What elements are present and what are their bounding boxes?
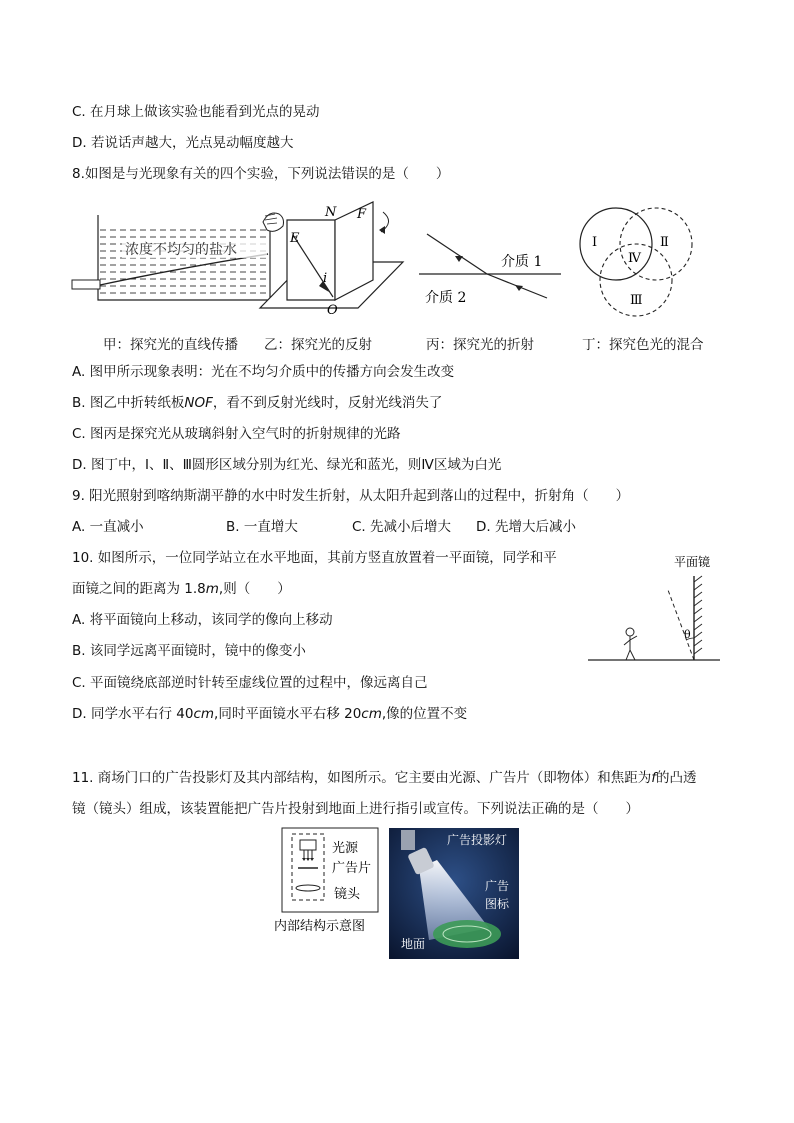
photo-label-ground: 地面 — [401, 937, 426, 951]
q10-option-d — [72, 704, 467, 724]
q11-stem-2: 镜（镜头）组成，该装置能把广告片投射到地面上进行指引或宣传。下列说法正确的是（ ） — [72, 801, 639, 817]
yi-label-o: O — [327, 303, 338, 318]
q8-option-c: C. 图丙是探究光从玻璃斜射入空气时的折射规律的光路 — [72, 426, 401, 442]
q9-option-c: C. 先减小后增大 — [352, 519, 452, 535]
q9-stem: 9. 阳光照射到喀纳斯湖平静的水中时发生折射，从太阳升起到落山的过程中，折射角（ ） — [72, 488, 630, 504]
q10d-text-3: ,像的位置不变 — [381, 706, 468, 722]
ding-region-3: Ⅲ — [630, 293, 643, 308]
q7-option-d: D. 若说话声越大，光点晃动幅度越大 — [72, 135, 294, 151]
q8-option-d: D. 图丁中，Ⅰ、Ⅱ、Ⅲ圆形区域分别为红光、绿光和蓝光，则Ⅳ区域为白光 — [72, 457, 502, 473]
mirror-angle-label: θ — [684, 628, 691, 641]
q11-stem-1 — [72, 768, 697, 788]
photo-label-lamp: 广告投影灯 — [447, 833, 508, 847]
q10d-text-2: ,同时平面镜水平右移 20 — [214, 706, 362, 722]
figure-q11-structure — [272, 826, 384, 938]
yi-label-e: E — [290, 231, 300, 246]
figure-jia — [70, 210, 285, 310]
bing-medium-1: 介质 1 — [501, 254, 543, 270]
photo-label-ad-1: 广告 — [485, 879, 510, 893]
q10-var: m — [205, 581, 219, 597]
structure-label-source: 光源 — [332, 841, 359, 856]
q10d-var-2: cm — [361, 706, 382, 722]
ding-region-2: Ⅱ — [660, 235, 669, 250]
ding-region-4: Ⅳ — [628, 251, 641, 266]
q7-option-c: C. 在月球上做该实验也能看到光点的晃动 — [72, 104, 320, 120]
bing-medium-2: 介质 2 — [425, 290, 467, 306]
q11-var: f — [651, 770, 657, 786]
yi-label-f: F — [357, 207, 367, 222]
q8-option-b — [72, 393, 442, 413]
figure-q11-photo — [389, 828, 519, 959]
yi-label-i: i — [323, 271, 328, 286]
structure-caption: 内部结构示意图 — [274, 919, 366, 934]
ding-region-1: Ⅰ — [592, 235, 598, 250]
yi-caption: 乙：探究光的反射 — [264, 337, 372, 353]
q10-text-2: ,则（ ） — [218, 581, 291, 597]
q10-stem-1: 10. 如图所示，一位同学站立在水平地面，其前方竖直放置着一平面镜，同学和平 — [72, 550, 557, 566]
q8b-text-1: B. 图乙中折转纸板 — [72, 395, 185, 411]
q9-option-b: B. 一直增大 — [226, 519, 298, 535]
q10-option-a: A. 将平面镜向上移动，该同学的像向上移动 — [72, 612, 333, 628]
yi-label-n: N — [325, 205, 337, 220]
q10-option-c: C. 平面镜绕底部逆时针转至虚线位置的过程中，像远离自己 — [72, 675, 428, 691]
figure-yi — [255, 200, 415, 318]
jia-caption: 甲：探究光的直线传播 — [103, 337, 238, 353]
q10-option-b: B. 该同学远离平面镜时，镜中的像变小 — [72, 643, 306, 659]
q11-text-1: 11. 商场门口的广告投影灯及其内部结构，如图所示。它主要由光源、广告片（即物体）和焦距为 — [72, 770, 652, 786]
q9-option-d: D. 先增大后减小 — [476, 519, 576, 535]
q11-text-2: 的凸透 — [656, 770, 697, 786]
structure-label-film: 广告片 — [332, 861, 372, 876]
photo-label-ad-2: 图标 — [485, 897, 510, 911]
q8b-text-2: ，看不到反射光线时，反射光线消失了 — [212, 395, 443, 411]
bing-caption: 丙：探究光的折射 — [426, 337, 534, 353]
structure-label-lens: 镜头 — [334, 887, 361, 902]
q10-text-1: 面镜之间的距离为 1.8 — [72, 581, 206, 597]
ding-caption: 丁：探究色光的混合 — [582, 337, 704, 353]
figure-bing — [415, 222, 565, 312]
q10-stem-2 — [72, 579, 291, 599]
q9-option-a: A. 一直减小 — [72, 519, 144, 535]
mirror-label: 平面镜 — [674, 555, 711, 569]
q8-option-a: A. 图甲所示现象表明：光在不均匀介质中的传播方向会发生改变 — [72, 364, 455, 380]
jia-solution-label: 浓度不均匀的盐水 — [125, 242, 237, 258]
figure-ding — [572, 202, 702, 324]
q10d-var-1: cm — [193, 706, 215, 722]
q8-stem: 8.如图是与光现象有关的四个实验，下列说法错误的是（ ） — [72, 166, 450, 182]
q8b-var: NOF — [184, 395, 213, 411]
q10d-text-1: D. 同学水平右行 40 — [72, 706, 194, 722]
figure-q10-mirror — [586, 552, 726, 667]
